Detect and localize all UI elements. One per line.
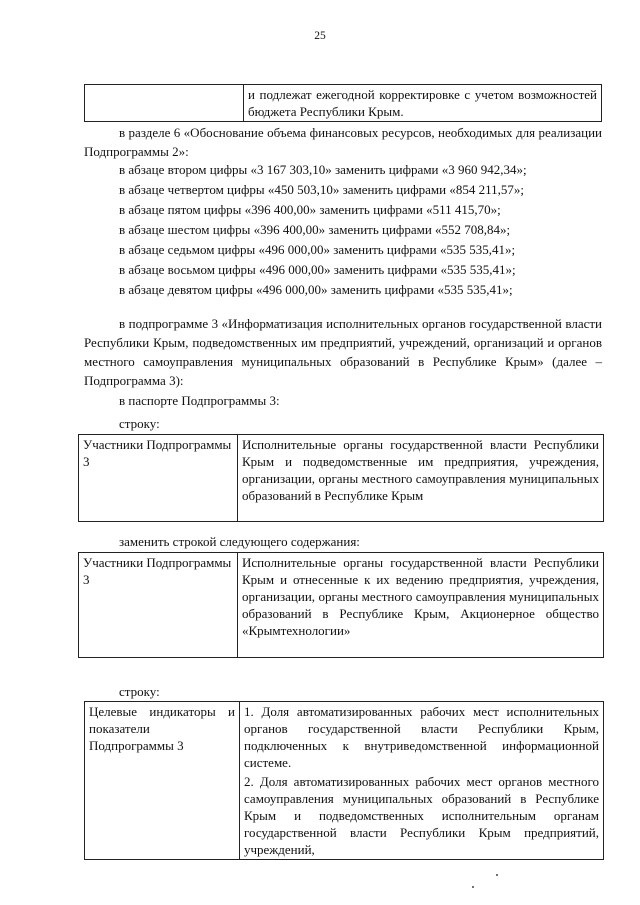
indicators-right-cell: [240, 702, 604, 860]
indicators-left-cell: Целевые индикаторы и показатели Подпрограммы 3: [85, 702, 240, 860]
replacement-item: в абзаце пятом цифры «396 400,00» заменить цифрами «511 415,70»;: [119, 202, 501, 217]
replacement-item: в абзаце втором цифры «3 167 303,10» заменить цифрами «3 960 942,34»;: [119, 162, 527, 177]
scan-speck: [472, 886, 474, 888]
participants-new-right-cell: Исполнительные органы государственной власти Республики Крым и отнесенные к их ведению предприятия, учреждения, организации, органы местного самоуправления муниципальных образований в Республике Крым, Акционерное общество «Крымтехнологии»: [238, 553, 604, 658]
participants-old-table: [78, 434, 604, 522]
section6-intro: в разделе 6 «Обоснование объема финансовых ресурсов, необходимых для реализации Подпрограммы 2»:: [84, 125, 602, 159]
indicators-table: [84, 701, 604, 860]
replacement-item: в абзаце шестом цифры «396 400,00» заменить цифрами «552 708,84»;: [119, 222, 511, 237]
row-label: строку:: [119, 416, 160, 431]
top-continuation-table: [84, 84, 602, 122]
subprogram3-intro: в подпрограмме 3 «Информатизация исполнительных органов государственной власти Республики Крым, подведомственных им предприятий, учреждений, организаций и органов местного самоуправления муниципальных образований в Республике Крым» (далее – Подпрограмма 3):: [84, 316, 602, 388]
participants-new-left-cell: Участники Подпрограммы 3: [79, 553, 238, 658]
scan-speck: [496, 874, 498, 876]
replacement-item: в абзаце девятом цифры «496 000,00» заменить цифрами «535 535,41»;: [119, 282, 513, 297]
replacement-item: в абзаце четвертом цифры «450 503,10» заменить цифрами «854 211,57»;: [119, 182, 524, 197]
participants-old-right-cell: Исполнительные органы государственной власти Республики Крым и подведомственные им предприятия, учреждения, организации, органы местного самоуправления муниципальных образований в Республике Крым: [238, 435, 604, 522]
participants-old-left-cell: Участники Подпрограммы 3: [79, 435, 238, 522]
indicator-item: 2. Доля автоматизированных рабочих мест органов местного самоуправления муниципальных образований в Республике Крым и подведомственных исполнительным органам государственной власти Республики Крым предприятий, учреждений,: [244, 774, 599, 857]
top-table-right-cell: и подлежат ежегодной корректировке с учетом возможностей бюджета Республики Крым.: [244, 85, 602, 122]
replacement-item: в абзаце восьмом цифры «496 000,00» заменить цифрами «535 535,41»;: [119, 262, 516, 277]
replacement-item: в абзаце седьмом цифры «496 000,00» заменить цифрами «535 535,41»;: [119, 242, 516, 257]
participants-new-table: [78, 552, 604, 658]
row-label: строку:: [119, 684, 160, 699]
top-table-left-cell: [85, 85, 244, 122]
replace-line: заменить строкой следующего содержания:: [119, 534, 360, 549]
passport-line: в паспорте Подпрограммы 3:: [119, 393, 280, 408]
indicator-item: 1. Доля автоматизированных рабочих мест исполнительных органов государственной власти Республики Крым, подключенных к внутриведомственной информационной системе.: [244, 704, 599, 770]
page-number: 25: [314, 30, 326, 42]
